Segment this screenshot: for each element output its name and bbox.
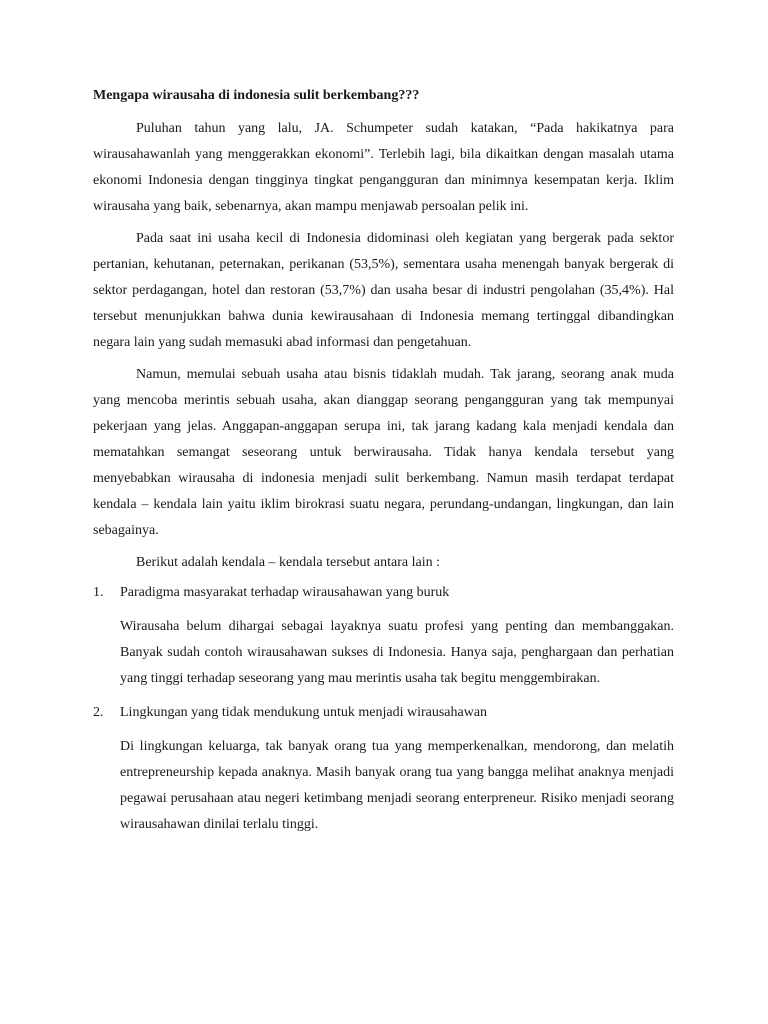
paragraph-1: Puluhan tahun yang lalu, JA. Schumpeter sudah katakan, “Pada hakikatnya para wirausahawanlah yang menggerakkan ekonomi”. Terlebih lagi, bila dikaitkan dengan masalah utama ekonomi Indonesia dengan tingginya tingkat pengangguran dan minimnya kesempatan kerja. Iklim wirausaha yang baik, sebenarnya, akan mampu menjawab persoalan pelik ini. <box>93 121 674 214</box>
document-title: Mengapa wirausaha di indonesia sulit berkembang??? <box>93 88 420 103</box>
list-item-number: 1. <box>93 585 104 600</box>
list-item-heading <box>93 580 674 606</box>
list-item-number: 2. <box>93 705 104 720</box>
paragraph-4: Berikut adalah kendala – kendala tersebut antara lain : <box>136 555 440 570</box>
document-page <box>93 86 674 846</box>
list-item-2 <box>93 700 674 838</box>
list-item-body: Wirausaha belum dihargai sebagai layaknya suatu profesi yang penting dan membanggakan. Banyak sudah contoh wirausahawan sukses di Indonesia. Hanya saja, penghargaan dan perhatian yang tinggi terhadap seseorang yang mau merintis usaha tak begitu menggembirakan. <box>120 619 674 686</box>
list-item-1 <box>93 580 674 692</box>
list-item-heading-text: Lingkungan yang tidak mendukung untuk menjadi wirausahawan <box>120 705 488 720</box>
list-item-heading <box>93 700 674 726</box>
list-item-heading-text: Paradigma masyarakat terhadap wirausahawan yang buruk <box>120 585 450 600</box>
paragraph-3: Namun, memulai sebuah usaha atau bisnis tidaklah mudah. Tak jarang, seorang anak muda yang mencoba merintis sebuah usaha, akan dianggap seorang pengangguran yang tak mempunyai pekerjaan yang jelas. Anggapan-anggapan serupa ini, tak jarang kadang kala menjadi kendala dan mematahkan semangat seseorang untuk berwirausaha. Tidak hanya kendala tersebut yang menyebabkan wirausaha di indonesia menjadi sulit berkembang. Namun masih terdapat terdapat kendala – kendala lain yaitu iklim birokrasi suatu negara, perundang-undangan, lingkungan, dan lain sebagainya. <box>93 367 674 538</box>
list-item-body: Di lingkungan keluarga, tak banyak orang tua yang memperkenalkan, mendorong, dan melatih entrepreneurship kepada anaknya. Masih banyak orang tua yang bangga melihat anaknya menjadi pegawai perusahaan atau negeri ketimbang menjadi seorang enterpreneur. Risiko menjadi seorang wirausahawan dinilai terlalu tinggi. <box>120 739 674 832</box>
paragraph-2: Pada saat ini usaha kecil di Indonesia didominasi oleh kegiatan yang bergerak pada sektor pertanian, kehutanan, peternakan, perikanan (53,5%), sementara usaha menengah banyak bergerak di sektor perdagangan, hotel dan restoran (53,7%) dan usaha besar di industri pengolahan (35,4%). Hal tersebut menunjukkan bahwa dunia kewirausahaan di Indonesia memang tertinggal dibandingkan negara lain yang sudah memasuki abad informasi dan pengetahuan. <box>93 231 674 350</box>
